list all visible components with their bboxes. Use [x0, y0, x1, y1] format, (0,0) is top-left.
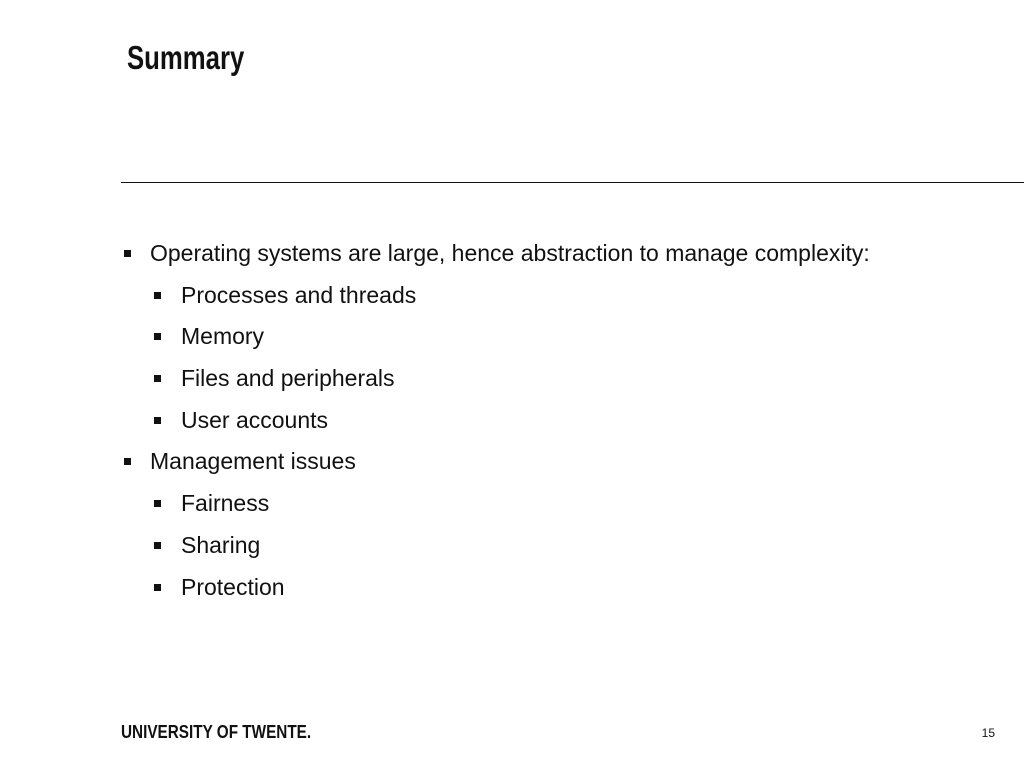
sub-bullet-text: Processes and threads	[181, 281, 417, 308]
sub-bullet-text: Fairness	[181, 490, 270, 517]
sub-bullet-text: Sharing	[181, 531, 261, 558]
square-bullet-icon	[124, 250, 131, 257]
square-bullet-icon	[154, 292, 161, 299]
sub-bullet-item	[121, 567, 870, 609]
sub-bullet-item	[121, 525, 870, 567]
sub-bullet-item	[121, 358, 870, 400]
square-bullet-icon	[154, 500, 161, 507]
bullet-item	[121, 233, 870, 275]
bullet-text: Management issues	[150, 448, 356, 475]
bullet-text: Operating systems are large, hence abstraction to manage complexity:	[150, 240, 870, 266]
title-divider	[121, 182, 1024, 183]
sub-bullet-text: Files and peripherals	[181, 365, 395, 392]
square-bullet-icon	[154, 417, 161, 424]
square-bullet-icon	[154, 542, 161, 549]
square-bullet-icon	[154, 584, 161, 591]
bullet-item	[121, 441, 870, 483]
sub-bullet-item	[121, 316, 870, 358]
sub-bullet-text: Memory	[181, 323, 265, 350]
sub-bullet-item	[121, 400, 870, 442]
sub-bullet-text: Protection	[181, 573, 285, 600]
page-number: 15	[981, 726, 995, 740]
square-bullet-icon	[154, 375, 161, 382]
sub-bullet-item	[121, 275, 870, 317]
square-bullet-icon	[154, 333, 161, 340]
sub-bullet-text: User accounts	[181, 406, 329, 433]
page-title: Summary	[127, 39, 245, 76]
university-logo: UNIVERSITY OF TWENTE.	[121, 722, 312, 742]
square-bullet-icon	[124, 458, 131, 465]
bullet-list	[121, 233, 870, 608]
sub-bullet-item	[121, 483, 870, 525]
